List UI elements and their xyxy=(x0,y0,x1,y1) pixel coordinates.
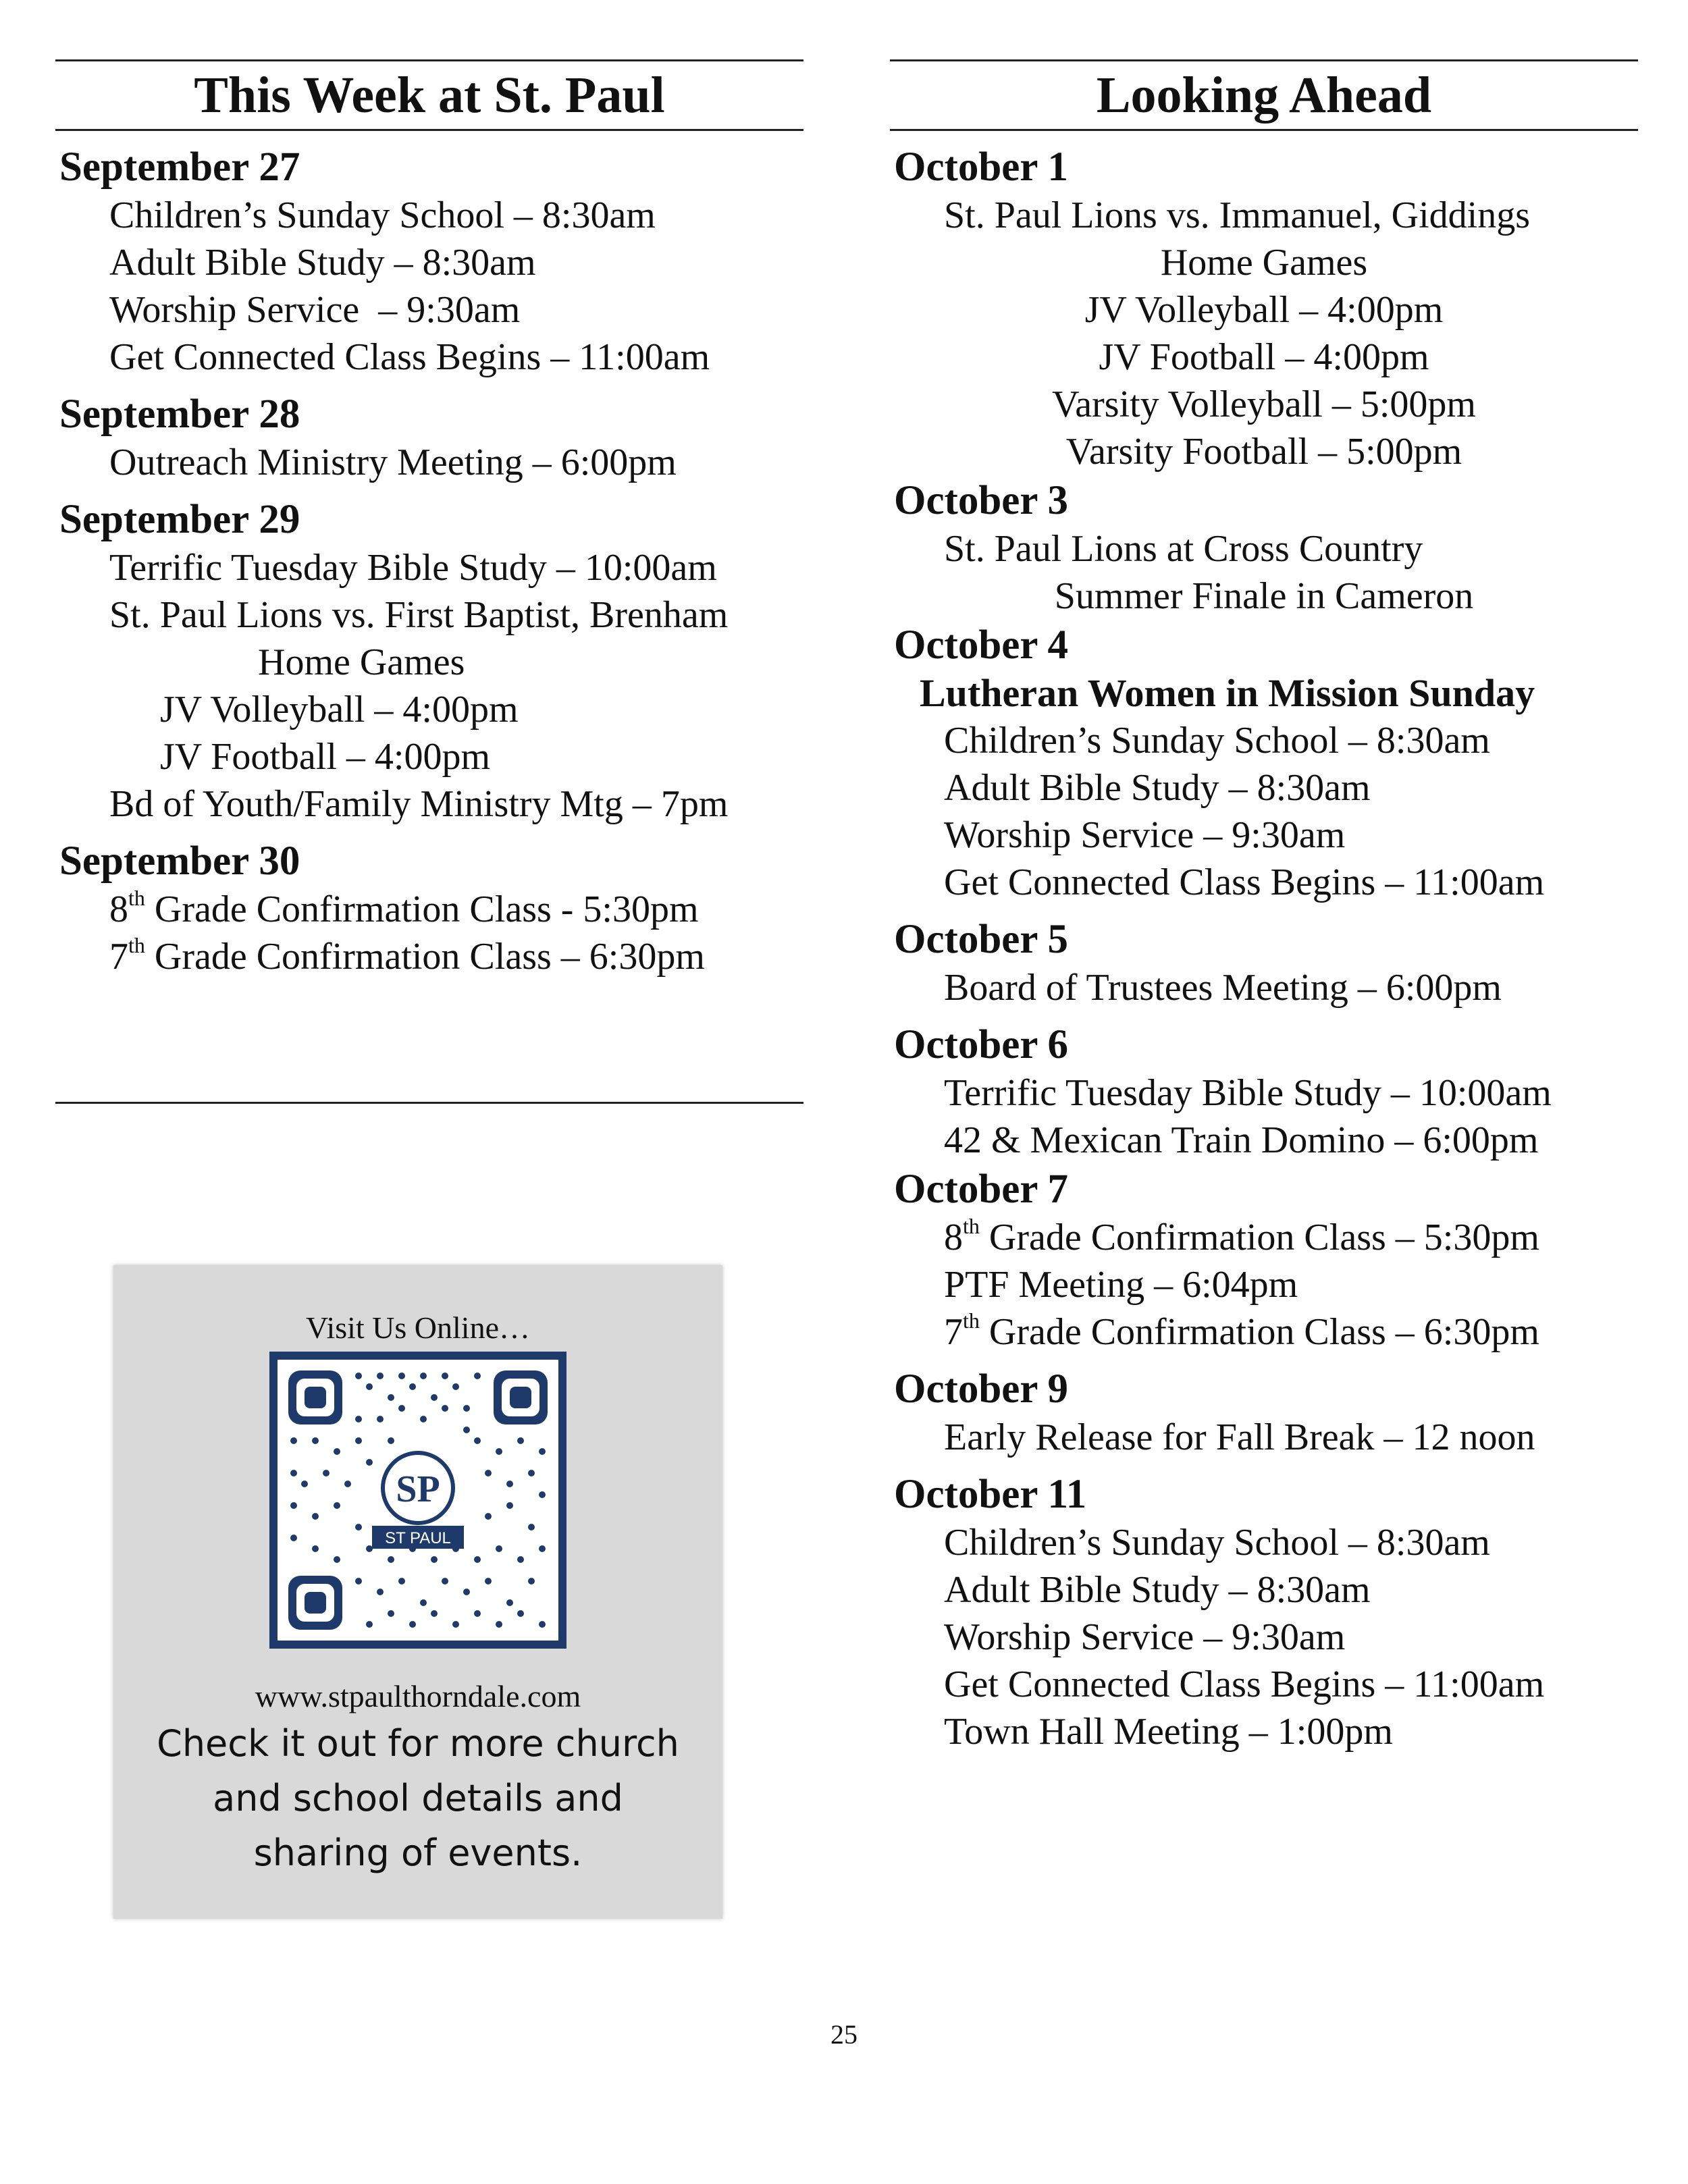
grade-number: 8 xyxy=(109,888,128,930)
event-subheading: Lutheran Women in Mission Sunday xyxy=(920,671,1535,715)
day-september-28 xyxy=(55,390,803,486)
day-october-5 xyxy=(890,915,1638,1011)
event-line: Get Connected Class Begins – 11:00am xyxy=(944,861,1545,903)
day-september-30 xyxy=(55,837,803,980)
section-divider xyxy=(55,1102,803,1104)
day-october-9 xyxy=(890,1365,1638,1461)
event-line: Worship Service – 9:30am xyxy=(944,1616,1346,1658)
event-line: Adult Bible Study – 8:30am xyxy=(944,767,1371,809)
event-line: St. Paul Lions at Cross Country xyxy=(944,528,1423,570)
event-line: St. Paul Lions vs. First Baptist, Brenham xyxy=(109,594,729,636)
this-week-column xyxy=(55,59,803,990)
svg-text:SP: SP xyxy=(396,1468,440,1510)
title-rule xyxy=(55,129,803,131)
event-line: JV Football – 4:00pm xyxy=(160,736,491,778)
event-line: Adult Bible Study – 8:30am xyxy=(109,242,536,284)
day-october-6 xyxy=(890,1021,1638,1164)
this-week-schedule xyxy=(55,143,803,980)
day-heading: October 5 xyxy=(894,917,1069,962)
event-line: 42 & Mexican Train Domino – 6:00pm xyxy=(944,1119,1539,1161)
event-line: Early Release for Fall Break – 12 noon xyxy=(944,1416,1535,1458)
ordinal-suffix: th xyxy=(963,1308,980,1333)
website-description: Check it out for more church and school details and sharing of events. xyxy=(157,1722,679,1874)
day-heading: September 27 xyxy=(59,144,300,190)
event-line: Children’s Sunday School – 8:30am xyxy=(944,720,1490,762)
event-line: Worship Service – 9:30am xyxy=(944,814,1346,856)
looking-ahead-schedule xyxy=(890,143,1638,1755)
day-heading: September 29 xyxy=(59,497,300,542)
event-text: Grade Confirmation Class – 5:30pm xyxy=(979,1217,1539,1258)
ordinal-suffix: th xyxy=(963,1214,980,1239)
event-line: JV Football – 4:00pm xyxy=(1099,336,1429,378)
event-line: Terrific Tuesday Bible Study – 10:00am xyxy=(109,547,717,589)
day-heading: October 7 xyxy=(894,1167,1069,1212)
st-paul-logo xyxy=(372,1453,464,1549)
event-line: Get Connected Class Begins – 11:00am xyxy=(944,1663,1545,1705)
event-line: Summer Finale in Cameron xyxy=(1054,575,1474,617)
day-heading: October 1 xyxy=(894,144,1069,190)
day-heading: October 3 xyxy=(894,478,1069,523)
event-line: PTF Meeting – 6:04pm xyxy=(944,1264,1298,1306)
event-line: JV Volleyball – 4:00pm xyxy=(160,689,519,730)
day-heading: September 30 xyxy=(59,838,300,884)
event-line: Terrific Tuesday Bible Study – 10:00am xyxy=(944,1072,1552,1114)
looking-ahead-title: Looking Ahead xyxy=(1096,67,1432,124)
svg-text:ST PAUL: ST PAUL xyxy=(385,1529,451,1547)
qr-code[interactable] xyxy=(269,1352,566,1649)
grade-number: 7 xyxy=(944,1311,963,1353)
ordinal-suffix: th xyxy=(128,886,145,911)
event-line xyxy=(55,886,803,933)
day-heading: October 4 xyxy=(894,622,1069,668)
day-september-29 xyxy=(55,496,803,828)
visit-online-caption: Visit Us Online… xyxy=(305,1310,531,1345)
title-rule xyxy=(890,129,1638,131)
home-games-label: Home Games xyxy=(258,641,465,683)
event-line: Bd of Youth/Family Ministry Mtg – 7pm xyxy=(109,783,729,825)
event-line: Adult Bible Study – 8:30am xyxy=(944,1569,1371,1611)
event-line: Children’s Sunday School – 8:30am xyxy=(109,194,656,236)
website-url[interactable]: www.stpaulthorndale.com xyxy=(255,1679,581,1713)
day-heading: October 11 xyxy=(894,1472,1087,1517)
event-line: Children’s Sunday School – 8:30am xyxy=(944,1522,1490,1564)
looking-ahead-column xyxy=(890,59,1638,1765)
day-october-7 xyxy=(890,1165,1638,1356)
event-line: St. Paul Lions vs. Immanuel, Giddings xyxy=(944,194,1530,236)
day-october-4 xyxy=(890,621,1638,906)
this-week-title: This Week at St. Paul xyxy=(194,67,665,124)
event-line xyxy=(890,1214,1638,1261)
grade-number: 8 xyxy=(944,1217,963,1258)
event-text: Grade Confirmation Class – 6:30pm xyxy=(144,936,705,978)
event-line: Worship Service – 9:30am xyxy=(109,289,521,331)
event-line xyxy=(55,933,803,980)
day-heading: October 9 xyxy=(894,1366,1069,1412)
event-line: Get Connected Class Begins – 11:00am xyxy=(109,336,710,378)
event-text: Grade Confirmation Class - 5:30pm xyxy=(144,888,699,930)
grade-number: 7 xyxy=(109,936,128,978)
qr-code-icon xyxy=(278,1360,558,1641)
day-october-1 xyxy=(890,143,1638,475)
event-line: Varsity Football – 5:00pm xyxy=(1065,431,1462,473)
day-september-27 xyxy=(55,143,803,381)
event-line: Outreach Ministry Meeting – 6:00pm xyxy=(109,442,677,483)
event-text: Grade Confirmation Class – 6:30pm xyxy=(979,1311,1539,1353)
event-line: Town Hall Meeting – 1:00pm xyxy=(944,1711,1393,1753)
event-line xyxy=(890,1308,1638,1356)
day-october-3 xyxy=(890,477,1638,620)
day-october-11 xyxy=(890,1470,1638,1755)
event-line: Varsity Volleyball – 5:00pm xyxy=(1052,383,1476,425)
day-heading: October 6 xyxy=(894,1022,1069,1067)
ordinal-suffix: th xyxy=(128,933,145,958)
visit-online-panel xyxy=(113,1265,722,1919)
event-line: Board of Trustees Meeting – 6:00pm xyxy=(944,967,1502,1009)
day-heading: September 28 xyxy=(59,392,300,437)
home-games-label: Home Games xyxy=(1160,242,1368,284)
page-number: 25 xyxy=(830,2019,858,2050)
event-line: JV Volleyball – 4:00pm xyxy=(1084,289,1444,331)
